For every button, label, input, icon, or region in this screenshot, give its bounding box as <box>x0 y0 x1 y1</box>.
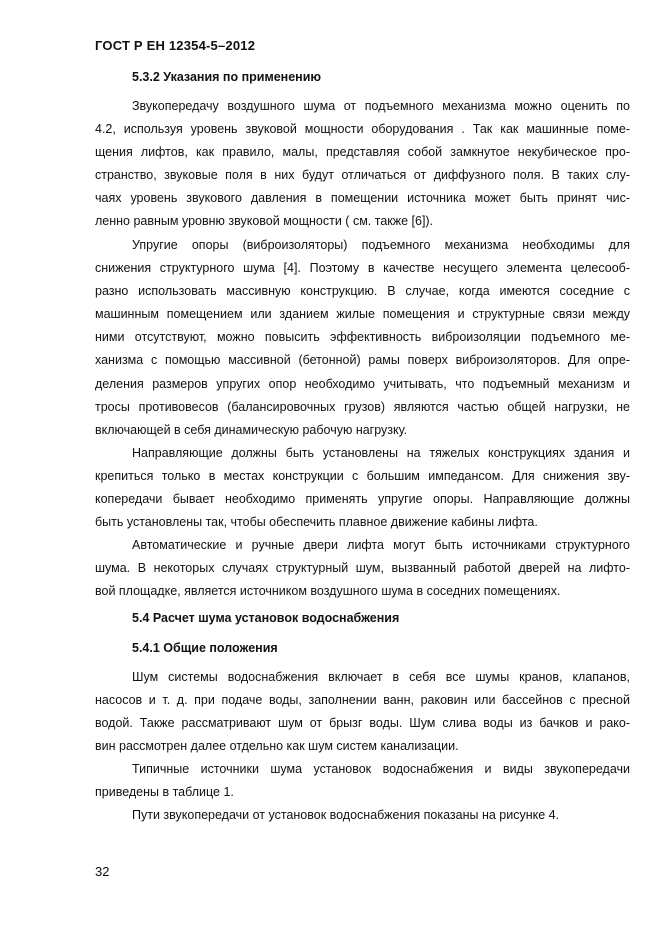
paragraph-5-3-2-3 <box>95 442 630 534</box>
text-line: снижения структурного шума [4]. Поэтому в качестве несущего элемента целесооб- <box>95 261 630 276</box>
text-line: щения лифтов, как правило, малы, представляя собой замкнутое некубическое про- <box>95 145 630 160</box>
text-line: 4.2, используя уровень звуковой мощности оборудования . Так как машинные поме- <box>95 122 630 137</box>
document-header: ГОСТ Р ЕН 12354-5–2012 <box>95 38 256 53</box>
text-line: включающей в себя динамическую рабочую нагрузку. <box>95 422 408 437</box>
text-line: Направляющие должны быть установлены на тяжелых конструкциях здания и <box>132 446 630 460</box>
text-line: водой. Также рассматривают шум от брызг воды. Шум слива воды из бачков и рако- <box>95 716 630 731</box>
text-line: ханизма с помощью массивной (бетонной) рамы поверх виброизоляторов. Для опре- <box>95 353 630 368</box>
page-number: 32 <box>95 864 110 879</box>
text-line: Упругие опоры (виброизоляторы) подъемного механизма необходимы для <box>132 238 630 252</box>
text-line: приведены в таблице 1. <box>95 785 234 800</box>
text-line: Звукопередачу воздушного шума от подъемного механизма можно оценить по <box>132 99 630 113</box>
text-line: Автоматические и ручные двери лифта могут быть источниками структурного <box>132 538 630 552</box>
text-line: Типичные источники шума установок водоснабжения и виды звукопередачи <box>132 762 630 776</box>
text-line: ними отсутствуют, можно повысить эффективность виброизоляции подъемного ме- <box>95 330 630 345</box>
text-line: шума. В некоторых случаях структурный шум, вызванный работой дверей на лифто- <box>95 561 630 576</box>
text-line: деления размеров упругих опор необходимо учитывать, что подъемный механизм и <box>95 376 630 391</box>
section-5-3-2-heading: 5.3.2 Указания по применению <box>132 70 322 84</box>
paragraph-5-3-2-2 <box>95 234 630 442</box>
text-line: разно использовать массивную конструкцию. В случае, когда имеются соседние с <box>95 284 630 299</box>
text-line: ленно равным уровню звуковой мощности ( см. также [6]). <box>95 214 434 229</box>
paragraph-5-4-1-3 <box>95 804 630 827</box>
text-line: копередачи бывает необходимо применять упругие опоры. Направляющие должны <box>95 492 630 507</box>
text-line: вой площадке, является источником воздушного шума в соседних помещениях. <box>95 584 561 599</box>
text-line: машинным помещением или зданием жилые помещения и структурные связи между <box>95 307 630 322</box>
text-line: вин рассмотрен далее отдельно как шум систем канализации. <box>95 739 459 754</box>
paragraph-5-4-1-2 <box>95 758 630 804</box>
text-line: Шум системы водоснабжения включает в себя все шумы кранов, клапанов, <box>132 670 630 684</box>
section-5-4-1-heading: 5.4.1 Общие положения <box>132 641 278 655</box>
text-line: быть установлены так, чтобы обеспечить плавное движение кабины лифта. <box>95 515 538 530</box>
paragraph-5-3-2-1 <box>95 95 630 234</box>
section-5-4-heading: 5.4 Расчет шума установок водоснабжения <box>132 611 400 625</box>
text-line: тросы противовесов (балансировочных грузов) являются частью общей нагрузки, не <box>95 399 630 414</box>
text-line: чаях уровень звукового давления в помещении источника может быть принят чис- <box>95 191 630 206</box>
text-line: странство, звуковые поля в них будут отличаться от диффузного поля. В таких слу- <box>95 168 630 183</box>
paragraph-5-3-2-4 <box>95 534 630 603</box>
text-line: Пути звукопередачи от установок водоснабжения показаны на рисунке 4. <box>132 808 560 822</box>
text-line: насосов и т. д. при подаче воды, заполнении ванн, раковин или бассейнов с пресной <box>95 693 630 708</box>
paragraph-5-4-1-1 <box>95 666 630 758</box>
text-line: крепиться только в местах конструкции с большим импедансом. Для снижения зву- <box>95 469 630 484</box>
